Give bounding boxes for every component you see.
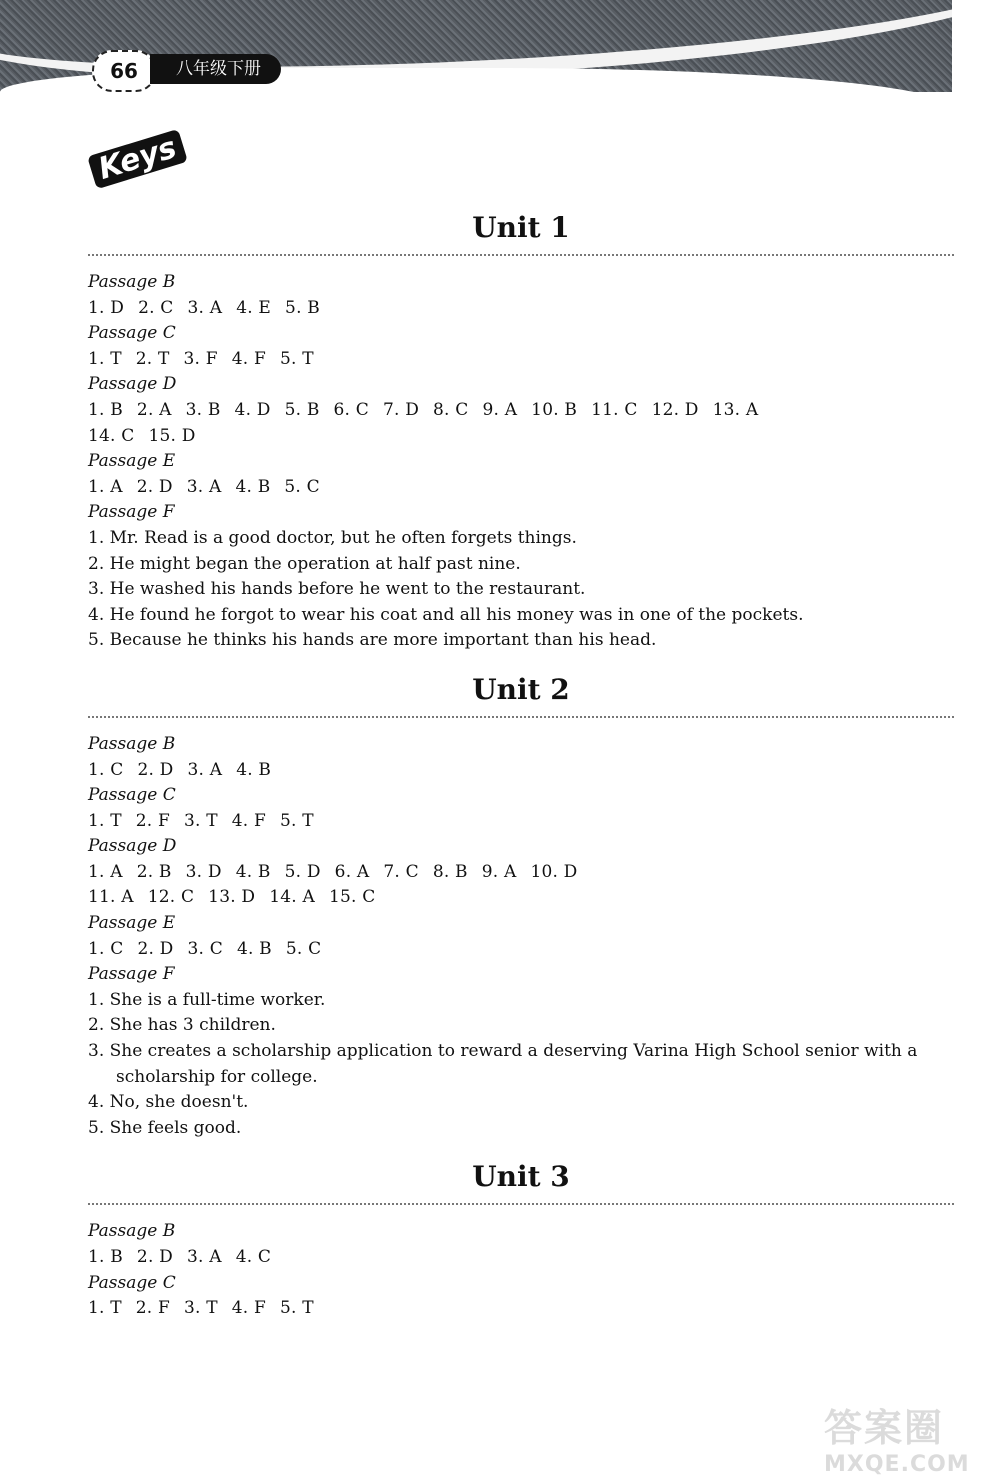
answer-item: 3. C <box>187 938 223 959</box>
answer-item: 6. C <box>333 399 369 420</box>
answer-item: 3. A <box>187 759 223 780</box>
answer-sentence: 3. He washed his hands before he went to the restaurant. <box>88 579 586 600</box>
passage-label: Passage C <box>88 323 176 344</box>
answer-item: 5. T <box>280 348 314 369</box>
answer-item: 14. A <box>269 887 315 908</box>
answer-item: 2. A <box>136 399 172 420</box>
passage-label: Passage D <box>88 374 177 395</box>
answer-item: 4. F <box>231 810 266 831</box>
answer-item: 2. D <box>137 938 174 959</box>
passage-label: Passage C <box>88 1272 176 1293</box>
answer-sentence: 4. He found he forgot to wear his coat and all his money was in one of the pockets. <box>88 604 804 625</box>
answer-item: 2. F <box>135 1298 170 1319</box>
answer-item: 5. T <box>280 1298 314 1319</box>
answer-item: 5. B <box>284 399 320 420</box>
answer-item: 3. D <box>185 861 222 882</box>
answer-line <box>88 296 954 322</box>
dotted-divider <box>88 1203 954 1205</box>
unit-title: Unit 3 <box>472 1160 570 1194</box>
answer-item: 9. A <box>481 861 517 882</box>
answer-item: 4. B <box>236 759 272 780</box>
answer-line <box>88 398 954 424</box>
answer-item: 5. C <box>285 938 322 959</box>
passage-label: Passage B <box>88 1221 176 1242</box>
answer-item: 2. D <box>136 1247 173 1267</box>
watermark <box>824 1397 984 1477</box>
answer-item: 12. C <box>147 887 195 908</box>
dotted-divider <box>88 716 954 718</box>
answer-item: 10. B <box>531 399 578 420</box>
answer-item: 3. A <box>187 297 223 318</box>
answer-item: 15. D <box>148 425 196 446</box>
answer-item: 8. B <box>432 861 468 882</box>
answer-item: 4. F <box>231 348 266 369</box>
passage-label: Passage F <box>88 502 175 523</box>
answer-item: 2. B <box>136 861 172 882</box>
answer-item: 4. B <box>236 938 272 959</box>
answer-line <box>88 475 954 501</box>
answer-item: 3. B <box>185 399 221 420</box>
answer-item: 1. T <box>88 810 122 831</box>
answer-item: 1. B <box>88 1247 123 1267</box>
answer-sentence: 1. She is a full-time worker. <box>88 989 326 1010</box>
answer-sentence: 4. No, she doesn't. <box>88 1092 249 1113</box>
answer-item: 1. T <box>88 1298 122 1319</box>
passage-label: Passage E <box>88 913 176 934</box>
answer-item: 6. A <box>334 861 370 882</box>
answer-item: 11. A <box>88 887 134 908</box>
passage-label: Passage E <box>88 451 176 472</box>
answer-item: 1. T <box>88 348 122 369</box>
answer-item: 4. D <box>234 399 271 420</box>
grade-label: 八年级下册 <box>150 54 281 84</box>
answer-line <box>88 347 954 373</box>
answer-item: 5. C <box>284 476 320 497</box>
answer-item: 4. B <box>235 476 271 497</box>
answer-item: 2. F <box>135 810 170 831</box>
dotted-divider <box>88 254 954 256</box>
answer-item: 5. D <box>284 861 321 882</box>
unit-block <box>88 1157 954 1321</box>
answer-item: 1. D <box>88 297 125 318</box>
unit-block <box>88 208 954 654</box>
unit-block <box>88 670 954 1142</box>
answer-item: 4. F <box>231 1298 266 1319</box>
answer-item: 13. A <box>712 399 759 420</box>
answer-item: 3. A <box>186 1247 222 1267</box>
answer-item: 1. B <box>88 399 123 420</box>
answer-item: 2. D <box>137 759 174 780</box>
answer-item: 8. C <box>433 399 469 420</box>
answer-item: 7. D <box>382 399 420 420</box>
answer-item: 4. E <box>236 297 272 318</box>
unit-title: Unit 1 <box>472 211 570 244</box>
keys-logo: Keys <box>87 129 188 189</box>
answer-item: 3. T <box>184 1298 218 1319</box>
answer-key-content <box>88 208 954 1338</box>
answer-sentence: 5. Because he thinks his hands are more important than his head. <box>88 630 657 651</box>
answer-item: 12. D <box>651 399 699 420</box>
passage-label: Passage F <box>88 964 175 985</box>
passage-label: Passage B <box>88 733 176 754</box>
answer-item: 14. C <box>88 425 135 446</box>
answer-item: 11. C <box>591 399 638 420</box>
answer-line <box>88 758 954 784</box>
answer-item: 3. A <box>186 476 222 497</box>
answer-item: 1. C <box>88 938 124 959</box>
answer-item: 1. C <box>88 759 124 780</box>
answer-line <box>88 1245 954 1271</box>
answer-line <box>88 809 954 835</box>
watermark-bottom-text: MXQE.COM <box>824 1452 970 1477</box>
page-number-badge: 66 <box>92 50 156 92</box>
answer-sentence: 3. She creates a scholarship application to reward a deserving Varina High School senior with a scholarship for college. <box>88 1041 918 1087</box>
answer-item: 9. A <box>482 399 518 420</box>
answer-sentence: 2. She has 3 children. <box>88 1015 276 1036</box>
answer-item: 7. C <box>383 861 419 882</box>
answer-item: 1. A <box>88 476 123 497</box>
answer-sentence: 2. He might began the operation at half past nine. <box>88 553 521 574</box>
watermark-top-text: 答案圈 <box>824 1406 945 1450</box>
answer-sentence: 5. She feels good. <box>88 1117 242 1138</box>
passage-label: Passage D <box>88 836 177 857</box>
answer-item: 2. C <box>138 297 174 318</box>
answer-item: 5. T <box>280 810 314 831</box>
answer-line <box>88 424 954 450</box>
answer-item: 10. D <box>530 861 578 882</box>
answer-item: 15. C <box>328 887 376 908</box>
answer-line <box>88 885 954 911</box>
answer-item: 1. A <box>88 861 123 882</box>
passage-label: Passage C <box>88 785 176 806</box>
answer-item: 3. T <box>184 810 218 831</box>
answer-item: 4. B <box>235 861 271 882</box>
passage-label: Passage B <box>88 272 176 292</box>
answer-item: 13. D <box>208 887 256 908</box>
answer-line <box>88 1296 954 1322</box>
answer-line <box>88 937 954 963</box>
answer-item: 4. C <box>235 1247 272 1267</box>
answer-line <box>88 860 954 886</box>
answer-item: 5. B <box>285 297 320 318</box>
answer-item: 2. T <box>135 348 170 369</box>
answer-item: 2. D <box>136 476 173 497</box>
answer-item: 3. F <box>183 348 218 369</box>
unit-title: Unit 2 <box>472 672 570 706</box>
answer-sentence: 1. Mr. Read is a good doctor, but he often forgets things. <box>88 527 577 548</box>
